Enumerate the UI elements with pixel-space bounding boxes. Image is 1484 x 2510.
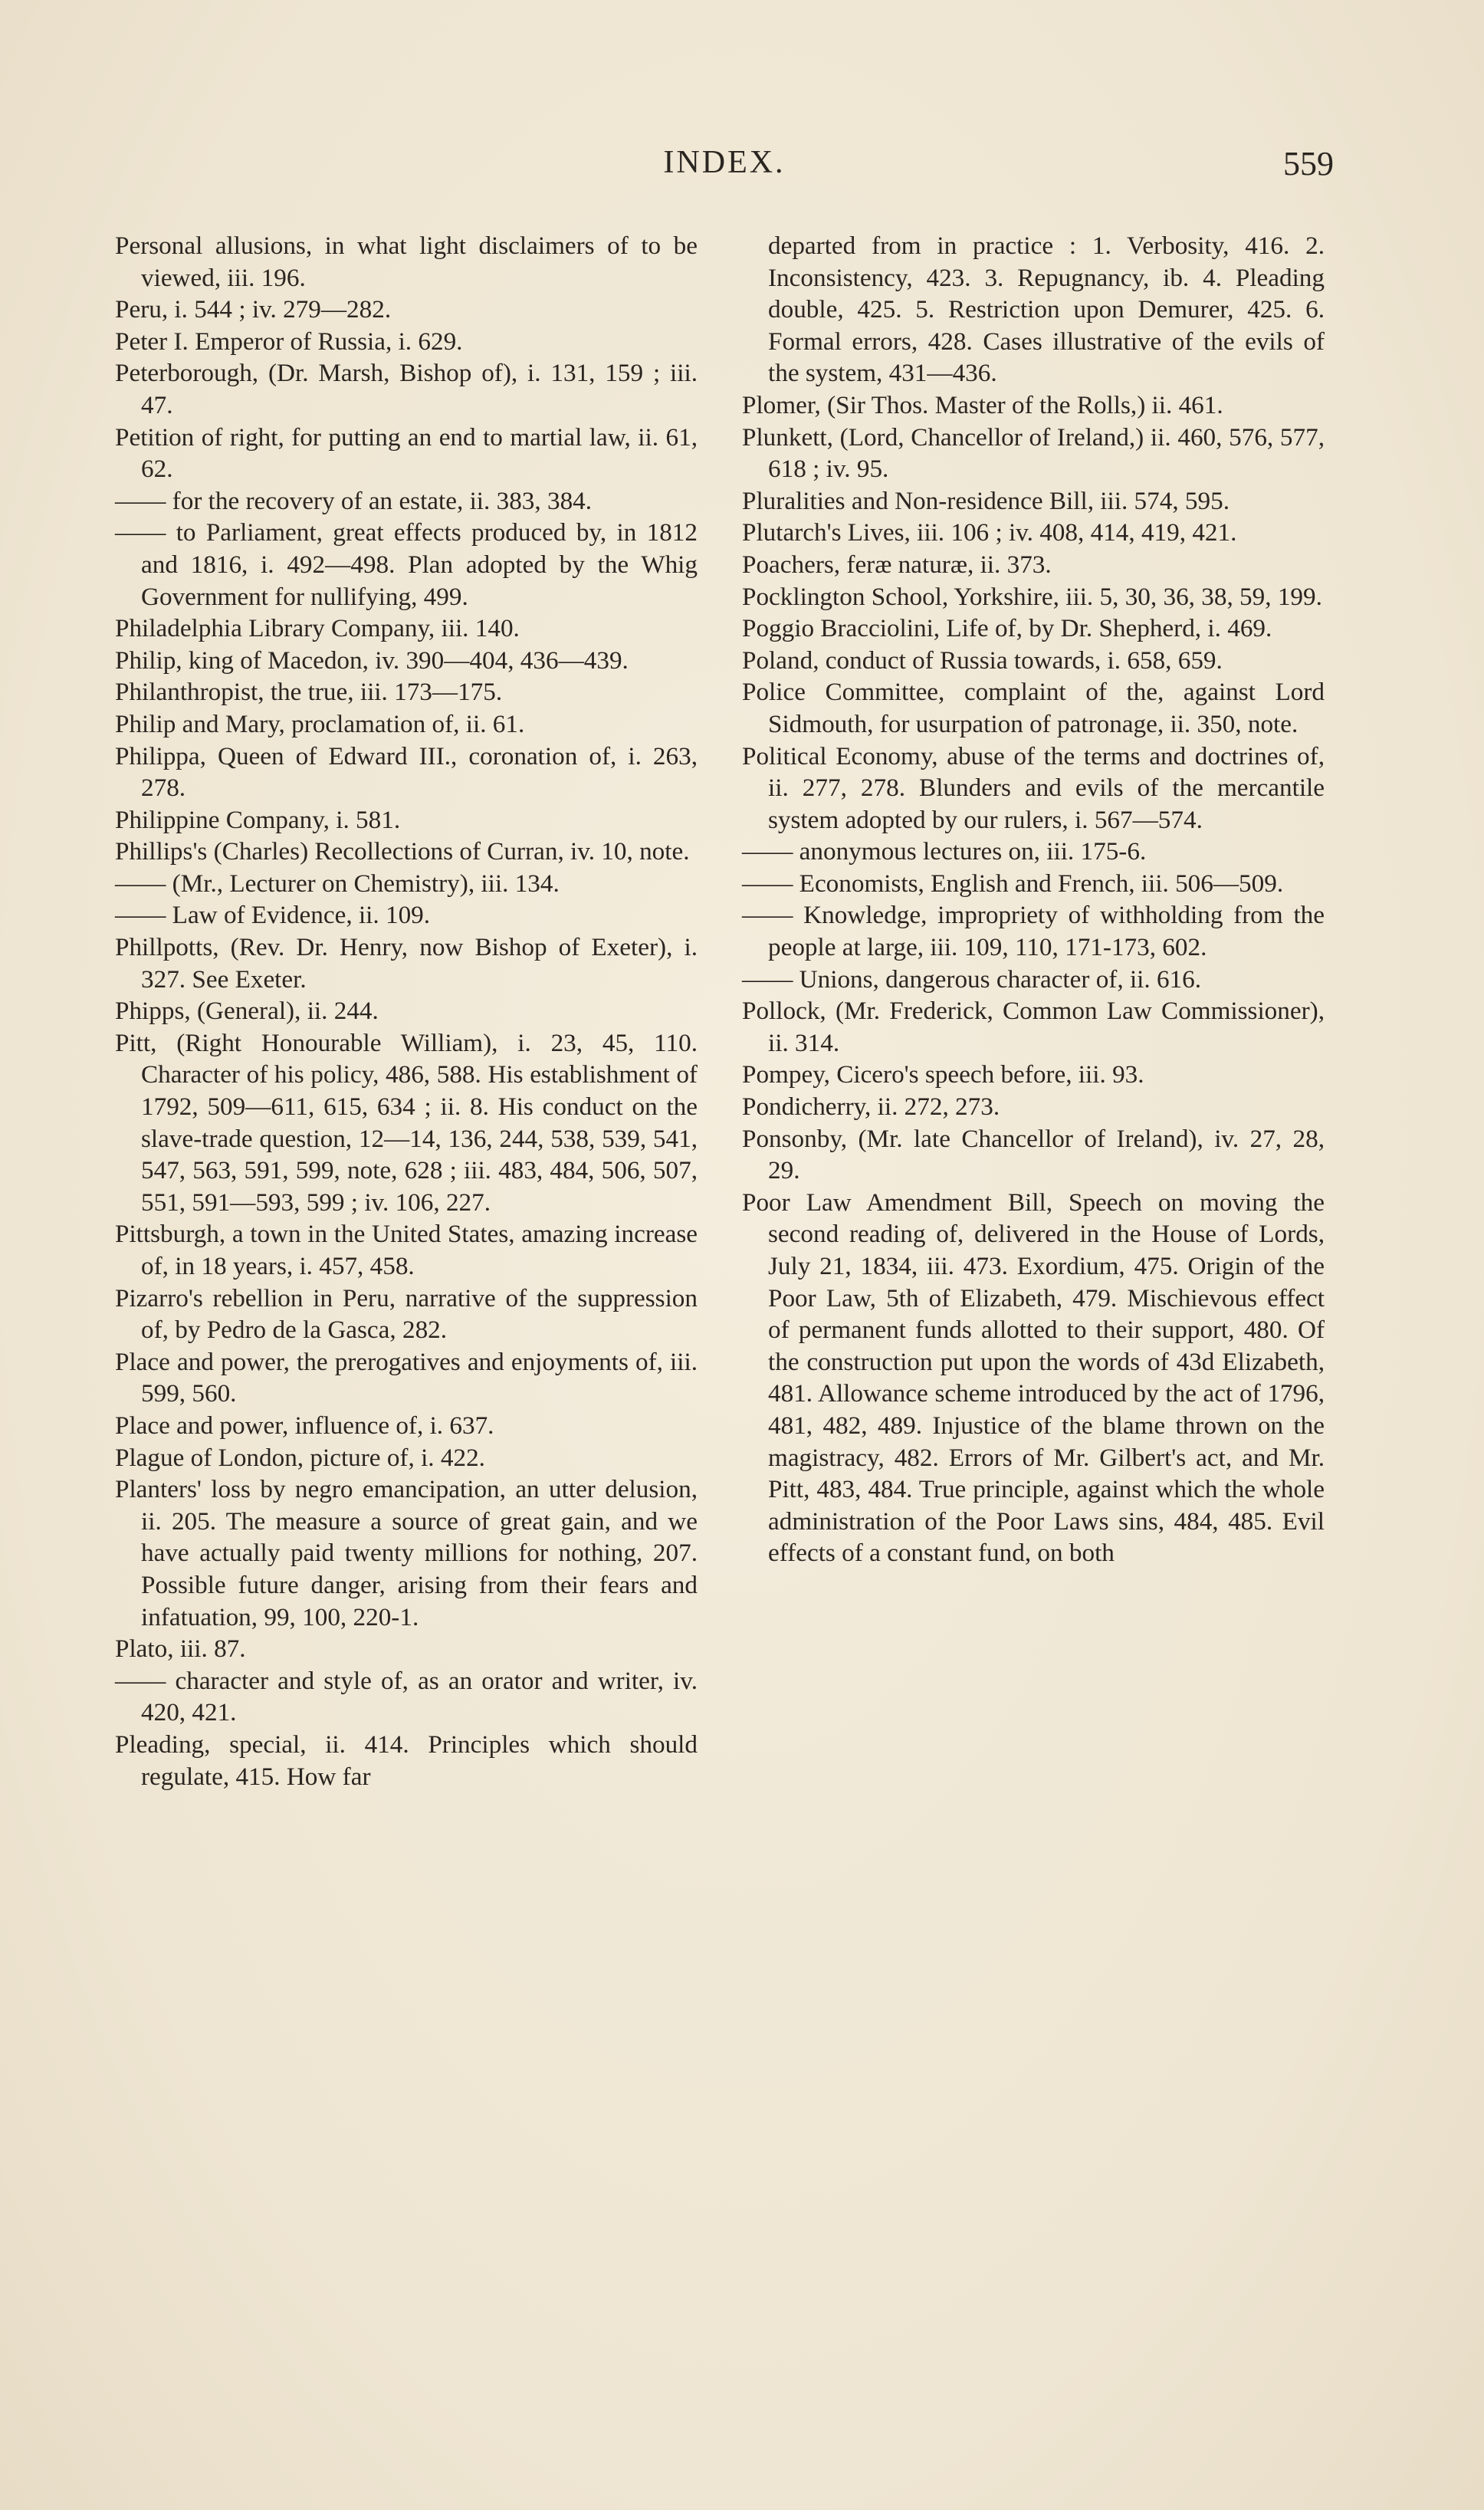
index-entry: —— anonymous lectures on, iii. 175-6. (742, 837, 1147, 866)
index-entry: —— for the recovery of an estate, ii. 383, 384. (115, 486, 593, 515)
index-entry: Pompey, Cicero's speech before, iii. 93. (742, 1060, 1144, 1089)
index-entry: —— Economists, English and French, iii. 506—509. (742, 869, 1284, 898)
index-entry: Pittsburgh, a town in the United States, amazing increase of, in 18 years, i. 457, 458. (115, 1220, 698, 1280)
page-number: 559 (1283, 145, 1334, 182)
index-entry: Plato, iii. 87. (115, 1634, 246, 1664)
index-entry: —— Unions, dangerous character of, ii. 616. (742, 964, 1202, 994)
index-entry: Plutarch's Lives, iii. 106 ; iv. 408, 414, 419, 421. (742, 518, 1237, 547)
index-entry: —— character and style of, as an orator and writer, iv. 420, 421. (115, 1666, 698, 1727)
index-entry: Poggio Bracciolini, Life of, by Dr. Shepherd, i. 469. (742, 614, 1272, 643)
index-entry: Pocklington School, Yorkshire, iii. 5, 30, 36, 38, 59, 199. (742, 582, 1322, 611)
index-entry: Pluralities and Non-residence Bill, iii. 574, 595. (742, 486, 1230, 515)
index-entry: Personal allusions, in what light disclaimers of to be viewed, iii. 196. (115, 232, 698, 292)
index-entry: —— (Mr., Lecturer on Chemistry), iii. 134. (115, 869, 560, 898)
index-entry: —— Knowledge, impropriety of withholding from the people at large, iii. 109, 110, 171-173, 602. (742, 901, 1325, 962)
index-entry-continuation: departed from in practice : 1. Verbosity, 416. 2. Inconsistency, 423. 3. Repugnancy, ib. 4. Pleading double, 425. 5. Restriction upon Demurer, 425. 6. Formal errors, 428. Cases illustrative of the evils of the system, 431—436. (768, 232, 1325, 388)
index-entry: Peru, i. 544 ; iv. 279—282. (115, 295, 392, 324)
index-entry: Poachers, feræ naturæ, ii. 373. (742, 550, 1052, 579)
index-entry: Pleading, special, ii. 414. Principles which should regulate, 415. How far (115, 1730, 698, 1791)
index-entry: Peterborough, (Dr. Marsh, Bishop of), i. 131, 159 ; iii. 47. (115, 359, 698, 419)
index-entry: Poland, conduct of Russia towards, i. 658, 659. (742, 646, 1223, 675)
index-entry: Phipps, (General), ii. 244. (115, 997, 379, 1026)
index-column-right (742, 230, 1325, 1569)
index-entry: Police Committee, complaint of the, against Lord Sidmouth, for usurpation of patronage, ii. 350, note. (742, 678, 1325, 738)
index-entry: Philippa, Queen of Edward III., coronation of, i. 263, 278. (115, 741, 698, 803)
index-entry: Philanthropist, the true, iii. 173—175. (115, 678, 503, 707)
index-entry: Place and power, the prerogatives and enjoyments of, iii. 599, 560. (115, 1347, 698, 1408)
index-entry: Philadelphia Library Company, iii. 140. (115, 614, 520, 643)
running-head (115, 144, 1334, 190)
page-title: INDEX. (663, 145, 786, 180)
index-entry: Political Economy, abuse of the terms and doctrines of, ii. 277, 278. Blunders and evils of the mercantile system adopted by our rulers, i. 567—574. (742, 741, 1325, 834)
index-entry: Plomer, (Sir Thos. Master of the Rolls,) ii. 461. (742, 390, 1223, 419)
index-entry: Pizarro's rebellion in Peru, narrative of the suppression of, by Pedro de la Gasca, 282. (115, 1283, 698, 1345)
index-entry: —— to Parliament, great effects produced by, in 1812 and 1816, i. 492—498. Plan adopted by the Whig Government for nullifying, 499. (115, 518, 698, 611)
index-entry: Pondicherry, ii. 272, 273. (742, 1092, 1000, 1122)
index-entry: Philip and Mary, proclamation of, ii. 61. (115, 709, 525, 738)
index-entry: Peter I. Emperor of Russia, i. 629. (115, 327, 463, 356)
index-entry: Philip, king of Macedon, iv. 390—404, 436—439. (115, 646, 629, 675)
index-entry: Pitt, (Right Honourable William), i. 23, 45, 110. Character of his policy, 486, 588. His establishment of 1792, 509—611, 615, 634 ; ii. 8. His conduct on the slave-trade question, 12—14, 136, 244, 538, 539, 541, 547, 563, 591, 599, note, 628 ; iii. 483, 484, 506, 507, 551, 591—593, 599 ; iv. 106, 227. (115, 1028, 698, 1217)
index-entry: Philippine Company, i. 581. (115, 805, 401, 834)
index-entry: Place and power, influence of, i. 637. (115, 1411, 494, 1440)
index-entry: Phillips's (Charles) Recollections of Curran, iv. 10, note. (115, 837, 690, 866)
index-entry: Pollock, (Mr. Frederick, Common Law Commissioner), ii. 314. (742, 997, 1325, 1057)
index-entry: Phillpotts, (Rev. Dr. Henry, now Bishop of Exeter), i. 327. See Exeter. (115, 933, 698, 994)
index-entry: —— Law of Evidence, ii. 109. (115, 901, 431, 930)
index-entry: Poor Law Amendment Bill, Speech on moving the second reading of, delivered in the House of Lords, July 21, 1834, iii. 473. Exordium, 475. Origin of the Poor Law, 5th of Elizabeth, 479. Mischievous effect of permanent funds allotted to their support, 480. Of the construction put upon the words of 43d Elizabeth, 481. Allowance scheme introduced by the act of 1796, 481, 482, 489. Injustice of the blame thrown on the magistracy, 482. Errors of Mr. Gilbert's act, and Mr. Pitt, 483, 484. True principle, against which the whole administration of the Poor Laws sins, 484, 485. Evil effects of a constant fund, on both (742, 1188, 1325, 1568)
index-column-left (115, 230, 698, 1792)
index-entry: Plague of London, picture of, i. 422. (115, 1443, 485, 1472)
index-entry: Ponsonby, (Mr. late Chancellor of Ireland), iv. 27, 28, 29. (742, 1124, 1325, 1185)
index-entry: Planters' loss by negro emancipation, an utter delusion, ii. 205. The measure a source of great gain, and we have actually paid twenty millions for nothing, 207. Possible future danger, arising from their fears and infatuation, 99, 100, 220-1. (115, 1475, 698, 1631)
index-entry: Petition of right, for putting an end to martial law, ii. 61, 62. (115, 422, 698, 484)
index-entry: Plunkett, (Lord, Chancellor of Ireland,) ii. 460, 576, 577, 618 ; iv. 95. (742, 422, 1325, 484)
